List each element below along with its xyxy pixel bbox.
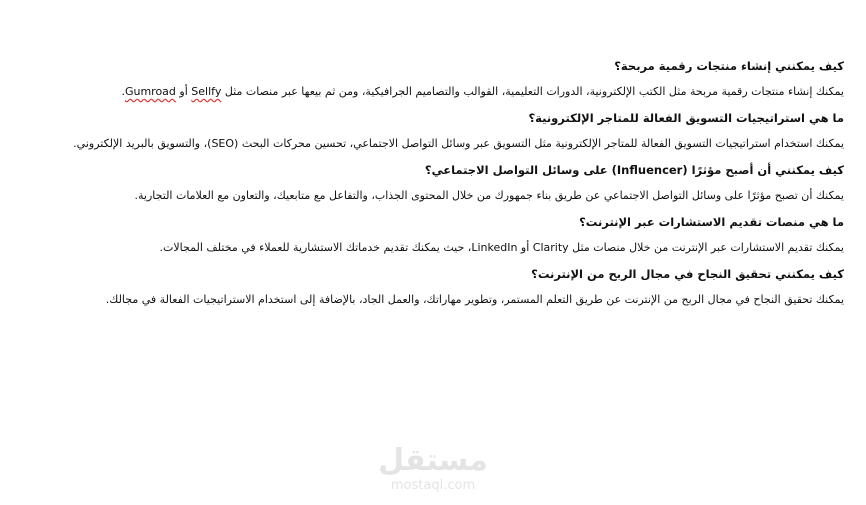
answer-4: يمكنك تقديم الاستشارات عبر الإنترنت من خلال منصات مثل Clarity أو LinkedIn، حيث يمكنك تقديم خدماتك الاستشارية للعملاء في مختلف المجالات.	[159, 241, 844, 254]
sellfy-word: Sellfy	[191, 85, 222, 98]
answer-1-text: يمكنك إنشاء منتجات رقمية مربحة مثل الكتب الإلكترونية، الدورات التعليمية، القوالب والتصاميم الجرافيكية، ومن ثم بيعها عبر منصات مثل	[221, 85, 844, 98]
question-5: كيف يمكنني تحقيق النجاح في مجال الربح من الإنترنت؟	[531, 267, 844, 281]
answer-3: يمكنك أن تصبح مؤثرًا على وسائل التواصل الاجتماعي عن طريق بناء جمهورك من خلال المحتوى الجذاب، والتفاعل مع متابعيك، والتعاون مع العلامات التجارية.	[134, 189, 844, 202]
question-3: كيف يمكنني أن أصبح مؤثرًا (Influencer) على وسائل التواصل الاجتماعي؟	[424, 163, 844, 177]
mostaql-watermark	[368, 444, 498, 494]
question-4: ما هي منصات تقديم الاستشارات عبر الإنترنت؟	[579, 215, 844, 229]
answer-1	[90, 84, 844, 100]
watermark-url: mostaql.com	[390, 478, 476, 493]
document-body	[73, 58, 844, 318]
question-2: ما هي استراتيجيات التسويق الفعالة للمتاجر الإلكترونية؟	[528, 111, 844, 125]
answer-2: يمكنك استخدام استراتيجيات التسويق الفعالة للمتاجر الإلكترونية مثل التسويق عبر وسائل التواصل الاجتماعي، تحسين محركات البحث (SEO)، والتسويق بالبريد الإلكتروني.	[73, 137, 844, 150]
answer-1-or: أو	[175, 85, 192, 98]
question-1: كيف يمكنني إنشاء منتجات رقمية مربحة؟	[614, 59, 844, 73]
watermark-logo-text: مستقل	[378, 443, 488, 478]
gumroad-word: Gumroad	[124, 85, 176, 98]
answer-1-end: .	[121, 85, 125, 98]
answer-5: يمكنك تحقيق النجاح في مجال الربح من الإنترنت عن طريق التعلم المستمر، وتطوير مهاراتك، والعمل الجاد، بالإضافة إلى استخدام الاستراتيجيات الفعالة في مجالك.	[105, 293, 844, 306]
